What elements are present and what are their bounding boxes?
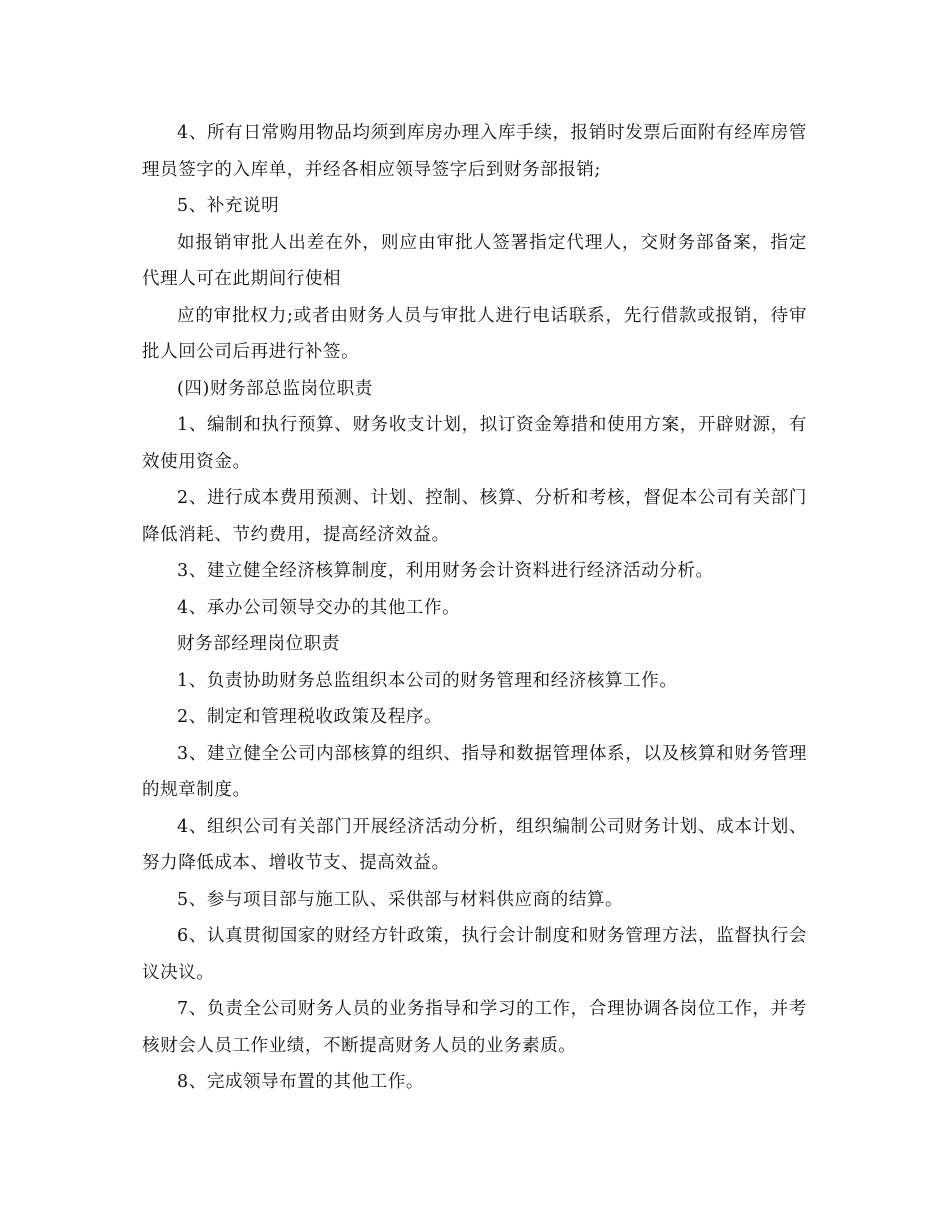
manager-duty-3: 3、建立健全公司内部核算的组织、指导和数据管理体系，以及核算和财务管理的规章制度。 [142,743,807,800]
paragraph-delegate-approver: 如报销审批人出差在外，则应由审批人签署指定代理人，交财务部备案，指定代理人可在此期间行使相 [142,232,807,289]
paragraph-approval-authority: 应的审批权力;或者由财务人员与审批人进行电话联系，先行借款或报销，待审批人回公司后再进行补签。 [142,305,807,362]
document-body [142,115,807,1101]
cfo-duty-2: 2、进行成本费用预测、计划、控制、核算、分析和考核，督促本公司有关部门降低消耗、节约费用，提高经济效益。 [142,488,807,545]
manager-duty-1: 1、负责协助财务总监组织本公司的财务管理和经济核算工作。 [177,670,678,691]
paragraph-purchase-receipt: 4、所有日常购用物品均须到库房办理入库手续，报销时发票后面附有经库房管理员签字的入库单，并经各相应领导签字后到财务部报销; [142,123,807,180]
manager-duty-6: 6、认真贯彻国家的财经方针政策，执行会计制度和财务管理方法，监督执行会议决议。 [142,926,807,983]
cfo-duty-3: 3、建立健全经济核算制度，利用财务会计资料进行经济活动分析。 [177,561,714,581]
paragraph-supplement-heading: 5、补充说明 [177,196,280,216]
section-heading-cfo: (四)财务部总监岗位职责 [177,378,373,399]
cfo-duty-1: 1、编制和执行预算、财务收支计划，拟订资金筹措和使用方案，开辟财源，有效使用资金。 [142,415,807,472]
cfo-duty-4: 4、承办公司领导交办的其他工作。 [177,597,461,618]
manager-duty-5: 5、参与项目部与施工队、采供部与材料供应商的结算。 [177,889,624,910]
section-heading-finance-manager: 财务部经理岗位职责 [177,634,340,654]
manager-duty-2: 2、制定和管理税收政策及程序。 [177,707,443,727]
manager-duty-8: 8、完成领导布置的其他工作。 [177,1072,425,1092]
manager-duty-7: 7、负责全公司财务人员的业务指导和学习的工作，合理协调各岗位工作，并考核财会人员工作业绩，不断提高财务人员的业务素质。 [142,999,807,1056]
manager-duty-4: 4、组织公司有关部门开展经济活动分析，组织编制公司财务计划、成本计划、努力降低成本、增收节支、提高效益。 [142,816,807,873]
